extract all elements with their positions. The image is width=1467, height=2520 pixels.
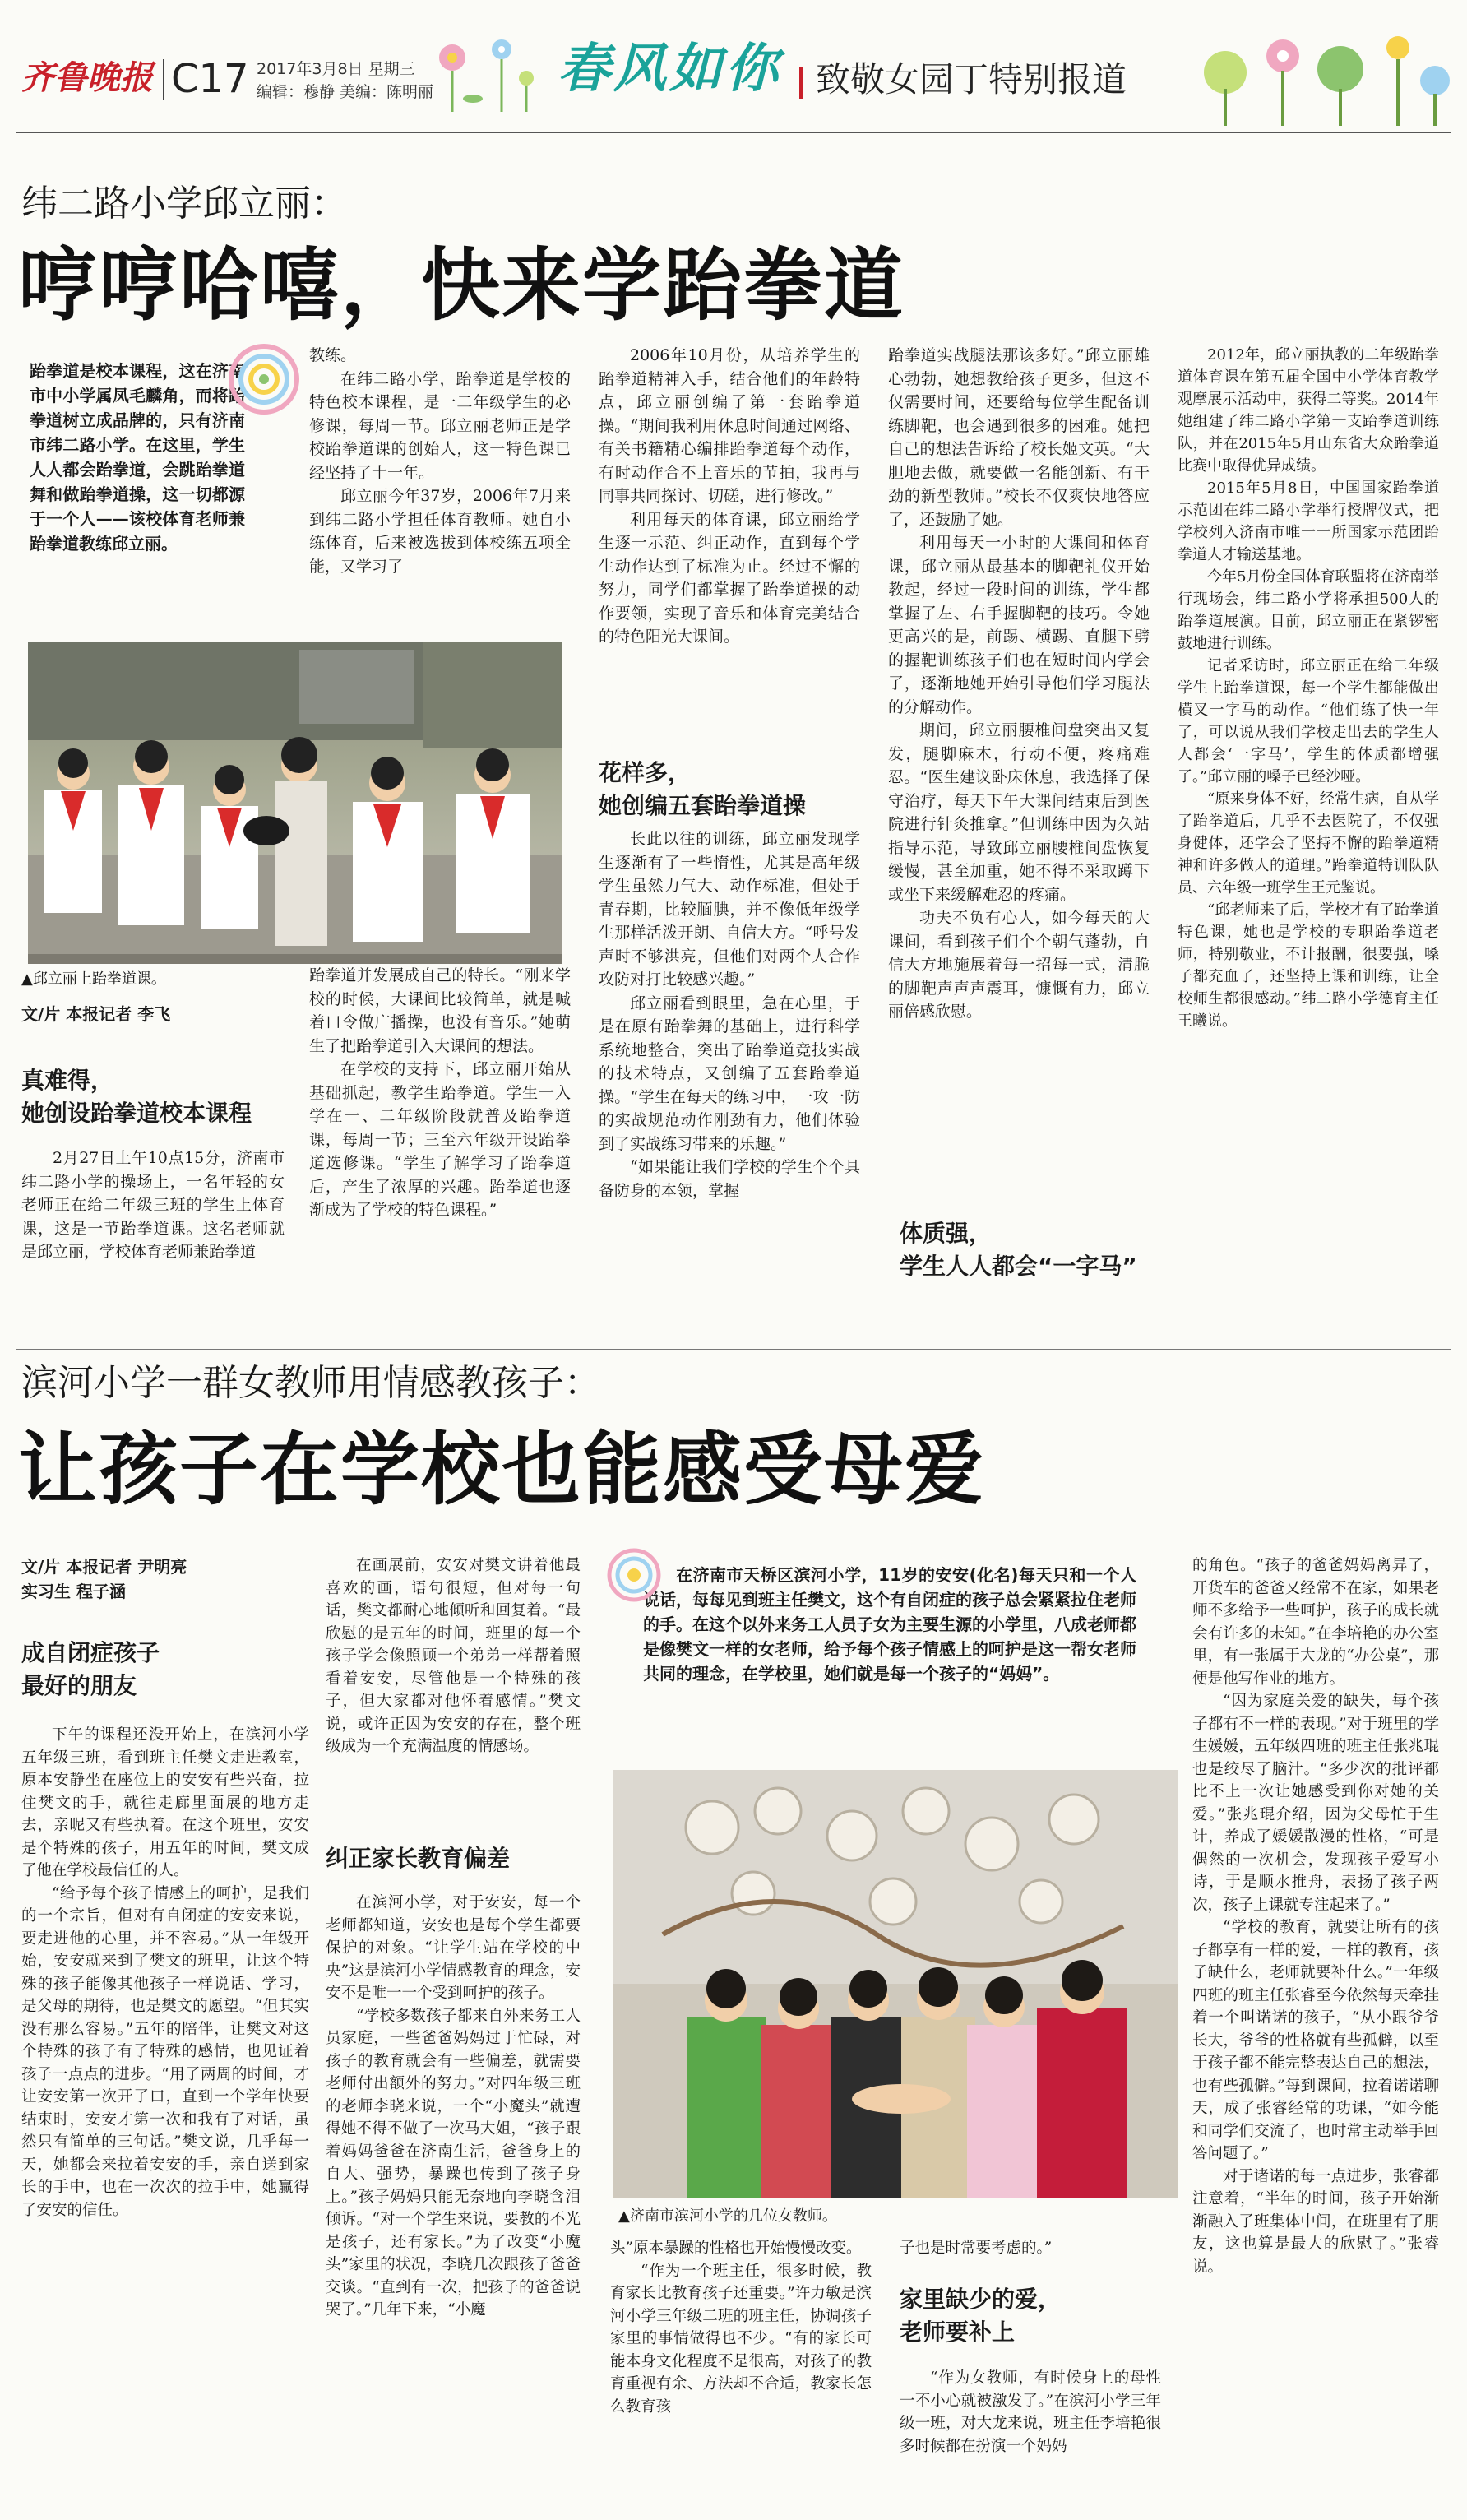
issue-date: 2017年3月8日 星期三 bbox=[257, 60, 415, 78]
article2-column-5 bbox=[1192, 1554, 1439, 2505]
rosette-decoration-icon bbox=[605, 1546, 663, 1604]
article2-column-1 bbox=[21, 1724, 309, 2504]
article1-column-3-bottom bbox=[599, 827, 860, 1342]
article1-column-3-top bbox=[599, 344, 860, 750]
subheading-line: 她创设跆拳道校本课程 bbox=[21, 1100, 252, 1127]
paragraph: “学校的教育，就要让所有的孩子都享有一样的爱，一样的教育，孩子缺什么，老师就要补什么。”一年级四班的班主任张睿至今依然每天牵挂着一个叫诺诺的孩子，“从小跟爷爷长大，爷爷的性格就有些孤僻，以至于孩子都不能完整表达自己的想法，也有些孤僻。”每到课间，拉着诺诺聊天，成了张睿经常的功课，“如今能和同学们交流了，也时常主动举手回答问题了。” bbox=[1192, 1919, 1439, 2162]
article1-subheading-2 bbox=[599, 757, 806, 822]
article1-subheading-3 bbox=[900, 1217, 1137, 1283]
byline-line: 文/片 本报记者 尹明亮 bbox=[21, 1557, 187, 1577]
article2-headline: 让孩子在学校也能感受母爱 bbox=[18, 1424, 985, 1516]
article1-photo bbox=[28, 642, 562, 964]
paragraph: 2012年，邱立丽执教的二年级跆拳道体育课在第五届全国中小学体育教学观摩展示活动中，获得二等奖。2014年她组建了纬二路小学第一支跆拳道训练队，并在2015年5月山东省大众跆拳道比赛中取得优异成绩。 bbox=[1178, 346, 1439, 475]
article2-lead: 在济南市天桥区滨河小学，11岁的安安(化名)每天只和一个人说话，每每见到班主任樊文，这个有自闭症的孩子总会紧紧拉住老师的手。在这个以外来务工人员子女为主要生源的小学里，八成老师都是像樊文一样的女老师，给予每个孩子情感上的呵护是这一帮女老师共同的理念，在学校里，她们就是每一个孩子的“妈妈”。 bbox=[643, 1565, 1136, 1684]
paragraph: 对于诸诺的每一点进步，张睿都注意着，“半年的时间，孩子开始渐渐融入了班集体中间，在班里有了朋友，这也算是最大的欣慰了。”张睿说。 bbox=[1192, 2167, 1439, 2276]
article1-column-1 bbox=[21, 1147, 285, 1344]
rosette-decoration-icon bbox=[227, 342, 301, 416]
subheading-line: 家里缺少的爱， bbox=[900, 2286, 1062, 2313]
paragraph: 2006年10月份，从培养学生的跆拳道精神入手，结合他们的年龄特点，邱立丽创编了第一套跆拳道操。“期间我利用休息时间通过网络、有关书籍精心编排跆拳道每个动作，有时动作合不上音乐的节拍，我再与同事共同探讨、切磋，进行修改。” bbox=[599, 346, 860, 505]
paragraph: “作为一个班主任，很多时候，教育家长比教育孩子还重要。”许力敏是滨河小学三年级二班的班主任，协调孩子家里的事情做得也不少。“有的家长可能本身文化程度不是很高，对孩子的教育重视有余、方法却不合适，教家长怎么教育孩 bbox=[610, 2262, 872, 2416]
paragraph: 下午的课程还没开始上，在滨河小学五年级三班，看到班主任樊文走进教室，原本安静坐在座位上的安安有些兴奋，拉住樊文的手，就往走廊里面展的地方走去，亲昵又有些执着。在这个班里，安安是个特殊的孩子，用五年的时间，樊文成了他在学校最信任的人。 bbox=[21, 1726, 309, 1879]
section-title: 春风如你 bbox=[558, 38, 781, 100]
paper-logo: 齐鲁晚报 bbox=[21, 58, 153, 97]
article-divider bbox=[16, 1349, 1451, 1350]
paragraph: “学校多数孩子都来自外来务工人员家庭，一些爸爸妈妈过于忙碌，对孩子的教育就会有一些偏差，就需要老师付出额外的努力。”对四年级三班的老师李晓来说，一个“小魔头”就遭得她不得不做了一次马大姐，“孩子跟着妈妈爸爸在济南生活，爸爸身上的自大、强势，暴躁也传到了孩子身上。”孩子妈妈只能无奈地向李晓含泪倾诉。“对一个学生来说，要教的不光是孩子，还有家长。”为了改变“小魔头”家里的状况，李晓几次跟孩子爸爸交谈。“直到有一次，把孩子的爸爸说哭了。”几年下来，“小魔 bbox=[326, 2007, 581, 2318]
subheading-line: 最好的朋友 bbox=[21, 1672, 137, 1699]
article2-column-4-top bbox=[900, 2237, 1161, 2270]
section-subtitle: 致敬女园丁特别报道 bbox=[816, 59, 1127, 100]
editors-credit: 编辑：穆静 美编：陈明丽 bbox=[257, 83, 434, 101]
paragraph: 期间，邱立丽腰椎间盘突出又复发，腿脚麻木，行动不便，疼痛难忍。“医生建议卧床休息，我选择了保守治疗，每天下午大课间结束后到医院进行针灸推拿。”但训练中因为久站指导示范，导致邱立丽腰椎间盘恢复缓慢，甚至加重，她不得不采取蹲下或坐下来缓解难忍的疼痛。 bbox=[888, 721, 1150, 904]
page-number: C17 bbox=[171, 56, 249, 102]
paragraph: 在滨河小学，对于安安，每一个老师都知道，安安也是每个学生都要保护的对象。“让学生站在学校的中央”这是滨河小学情感教育的理念，安安不是唯一一个受到呵护的孩子。 bbox=[326, 1894, 581, 2002]
paragraph: 在学校的支持下，邱立丽开始从基础抓起，教学生跆拳道。学生一入学在一、二年级阶段就普及跆拳道课，每周一节；三至六年级开设跆拳道选修课。“学生了解学习了跆拳道后，产生了浓厚的兴趣。跆拳道也逐渐成为了学校的特色课程。” bbox=[309, 1060, 571, 1219]
article2-photo bbox=[613, 1770, 1178, 2198]
masthead-divider bbox=[163, 59, 164, 100]
paragraph: 功夫不负有心人，如今每天的大课间，看到孩子们个个朝气蓬勃，自信大方地施展着每一招每一式，清脆的脚靶声声声震耳，慷慨有力，邱立丽倍感欣慰。 bbox=[888, 909, 1150, 1021]
subheading-line: 花样多， bbox=[599, 759, 692, 786]
article2-column-3 bbox=[610, 2237, 872, 2505]
article1-column-5 bbox=[1178, 344, 1439, 1342]
article2-subheading-3 bbox=[900, 2283, 1061, 2349]
subheading-line: 学生人人都会“一字马” bbox=[900, 1253, 1137, 1280]
paragraph: 今年5月份全国体育联盟将在济南举行现场会，纬二路小学将承担500人的跆拳道展演。目前，邱立丽正在紧锣密鼓地进行训练。 bbox=[1178, 568, 1439, 652]
article1-column-2-bottom bbox=[309, 964, 571, 1342]
subheading-line: 她创编五套跆拳道操 bbox=[599, 792, 807, 819]
paragraph: 的角色。“孩子的爸爸妈妈离异了，开货车的爸爸又经常不在家，如果老师不多给予一些呵护，孩子的成长就会有许多的未知。”在李培艳的办公室里，有一张属于大龙的“办公桌”，那便是他写作业的地方。 bbox=[1192, 1557, 1439, 1688]
paragraph: “邱老师来了后，学校才有了跆拳道特色课，她也是学校的专职跆拳道老师，特别敬业，不计报酬，很要强，嗓子都充血了，还坚持上课和训练，让全校师生都很感动。”纬二路小学德育主任王曦说。 bbox=[1178, 901, 1439, 1030]
article1-byline: 文/片 本报记者 李飞 bbox=[21, 1004, 171, 1024]
paragraph: 头”原本暴躁的性格也开始慢慢改变。 bbox=[610, 2240, 862, 2257]
article2-column-2-bottom bbox=[326, 1892, 581, 2505]
article2-byline bbox=[21, 1554, 187, 1604]
article1-column-4 bbox=[888, 344, 1150, 1209]
article2-column-2-top bbox=[326, 1554, 581, 1834]
paragraph: 2月27日上午10点15分，济南市纬二路小学的操场上，一名年轻的女老师正在给二年级三班的学生上体育课，这是一节跆拳道课。这名老师就是邱立丽，学校体育老师兼跆拳道 bbox=[21, 1149, 285, 1261]
paragraph: 邱立丽看到眼里，急在心里，于是在原有跆拳舞的基础上，进行科学系统地整合，突出了跆拳道竞技实战的技术特点，又创编了五套跆拳道操。“学生在每天的练习中，一攻一防的实战规范动作刚劲有力，他们体验到了实战练习带来的乐趣。” bbox=[599, 994, 860, 1153]
paragraph: “如果能让我们学校的学生个个具备防身的本领，掌握 bbox=[599, 1158, 860, 1200]
paragraph: 2015年5月8日，中国国家跆拳道示范团在纬二路小学举行授牌仪式，把学校列入济南市唯一一所国家示范团跆拳道人才输送基地。 bbox=[1178, 479, 1439, 563]
article1-photo-caption: ▲邱立丽上跆拳道课。 bbox=[21, 970, 166, 988]
article2-column-4-bottom bbox=[900, 2367, 1161, 2505]
paragraph: “给予每个孩子情感上的呵护，是我们的一个宗旨，但对有自闭症的安安来说，要走进他的心里，并不容易。”从一年级开始，安安就来到了樊文的班里，让这个特殊的孩子能像其他孩子一样说话、学习，是父母的期待，也是樊文的愿望。“但其实没有那么容易。”五年的陪伴，让樊文对这个特殊的孩子有了特殊的感情，也见证着孩子一点点的进步。“用了两周的时间，才让安安第一次开了口，直到一个学年快要结束时，安安才第一次和我有了对话，虽然只有简单的三句话。”樊文说，几乎每一天，她都会来拉着安安的手，亲自送到家长的手中，也在一次次的拉手中，她赢得了安安的信任。 bbox=[21, 1884, 309, 2219]
article1-lead: 跆拳道是校本课程，这在济南市中小学属凤毛麟角，而将跆拳道树立成品牌的，只有济南市纬二路小学。在这里，学生人人都会跆拳道，会跳跆拳道舞和做跆拳道操，这一切都源于一个人——该校体育老师兼跆拳道教练邱立丽。 bbox=[30, 361, 245, 554]
subheading-line: 体质强， bbox=[900, 1220, 993, 1247]
article1-subheading-1 bbox=[21, 1064, 252, 1130]
article1-kicker: 纬二路小学邱立丽： bbox=[21, 183, 347, 225]
article2-subheading-2: 纠正家长教育偏差 bbox=[326, 1845, 511, 1872]
subheading-line: 成自闭症孩子 bbox=[21, 1639, 160, 1666]
section-title-divider bbox=[799, 67, 803, 99]
paragraph: 跆拳道实战腿法那该多好。”邱立丽雄心勃勃，她想教给孩子更多，但这不仅需要时间，还要给每位学生配备训练脚靶，也会遇到很多的困难。她把自己的想法告诉给了校长姬文英。“大胆地去做，就要做一名能创新、有干劲的新型教师。”校长不仅爽快地答应了，还鼓励了她。 bbox=[888, 346, 1150, 529]
paragraph: 在画展前，安安对樊文讲着他最喜欢的画，语句很短，但对每一句话，樊文都耐心地倾听和回复着。“最欣慰的是五年的时间，班里的每一个孩子学会像照顾一个弟弟一样帮着照看着安安，尽管他是一个特殊的孩子，但大家都对他怀着感情。”樊文说，或许正因为安安的存在，整个班级成为一个充满温度的情感场。 bbox=[326, 1557, 581, 1755]
paragraph: 利用每天的体育课，邱立丽给学生逐一示范、纠正动作，直到每个学生动作达到了标准为止。经过不懈的努力，同学们都掌握了跆拳道操的动作要领，实现了音乐和体育完美结合的特色阳光大课间。 bbox=[599, 510, 860, 646]
paragraph: “作为女教师，有时候身上的母性一不小心就被激发了。”在滨河小学三年级一班，对大龙来说，班主任李培艳很多时候都在扮演一个妈妈 bbox=[900, 2369, 1161, 2455]
article1-column-2-top bbox=[309, 344, 571, 628]
article2-subheading-1 bbox=[21, 1637, 160, 1702]
flower-decoration-icon bbox=[428, 33, 551, 115]
masthead bbox=[0, 0, 1467, 132]
subheading-line: 老师要补上 bbox=[900, 2318, 1016, 2346]
article1-headline: 哼哼哈嘻，快来学跆拳道 bbox=[18, 239, 905, 331]
paragraph: 跆拳道并发展成自己的特长。“刚来学校的时候，大课间比较简单，就是喊着口令做广播操，也没有音乐。”她萌生了把跆拳道引入大课间的想法。 bbox=[309, 966, 571, 1055]
paragraph: 教练。 bbox=[309, 346, 357, 364]
paragraph: “原来身体不好，经常生病，自从学了跆拳道后，几乎不去医院了，不仅强身健体，还学会了坚持不懈的跆拳道精神和许多做人的道理。”跆拳道特训队队员、六年级一班学生王元鉴说。 bbox=[1178, 790, 1439, 896]
paragraph: 子也是时常要考虑的。” bbox=[900, 2240, 1053, 2257]
byline-line: 实习生 程子涵 bbox=[21, 1582, 126, 1601]
paragraph: 长此以往的训练，邱立丽发现学生逐渐有了一些惰性，尤其是高年级学生虽然力气大、动作标准，但处于青春期，比较腼腆，并不像低年级学生那样活泼开朗、自信大方。“呼号发声时不够洪亮，但他们对两个人合作攻防对打比较感兴趣。” bbox=[599, 830, 860, 989]
paragraph: 在纬二路小学，跆拳道是学校的特色校本课程，是一二年级学生的必修课，每周一节。邱立丽老师正是学校跆拳道课的创始人，这一特色课已经坚持了十一年。 bbox=[309, 369, 571, 482]
article2-photo-caption: ▲济南市滨河小学的几位女教师。 bbox=[618, 2207, 837, 2225]
paragraph: 记者采访时，邱立丽正在给二年级学生上跆拳道课，每一个学生都能做出横叉一字马的动作。“他们练了快一年了，可以说从我们学校走出去的学生人人都会‘一字马’，学生的体质都增强了。”邱立丽的嗓子已经沙哑。 bbox=[1178, 657, 1439, 785]
masthead-bottom-rule bbox=[16, 132, 1451, 133]
paragraph: “因为家庭关爱的缺失，每个孩子都有不一样的表现。”对于班里的学生媛媛，五年级四班的班主任张兆琨也是绞尽了脑汁。“多少次的批评都比不上一次让她感受到你对她的关爱。”张兆琨介绍，因为父母忙于生计，养成了媛媛散漫的性格，“可是偶然的一次机会，发现孩子爱写小诗，于是顺水推舟，表扬了孩子两次，孩子上课就专注起来了。” bbox=[1192, 1693, 1439, 1914]
subheading-line: 真难得， bbox=[21, 1067, 114, 1094]
article2-kicker: 滨河小学一群女教师用情感教孩子： bbox=[21, 1362, 600, 1404]
tree-decoration-icon bbox=[1192, 23, 1455, 130]
paragraph: 利用每天一小时的大课间和体育课，邱立丽从最基本的脚靶礼仪开始教起，经过一段时间的训练，学生都掌握了左、右手握脚靶的技巧。令她更高兴的是，前踢、横踢、直腿下劈的握靶训练孩子们也在短时间内学会了，逐渐地她开始引导他们学习腿法的分解动作。 bbox=[888, 534, 1150, 716]
paragraph: 邱立丽今年37岁，2006年7月来到纬二路小学担任体育教师。她自小练体育，后来被选拔到体校练五项全能，又学习了 bbox=[309, 487, 571, 576]
